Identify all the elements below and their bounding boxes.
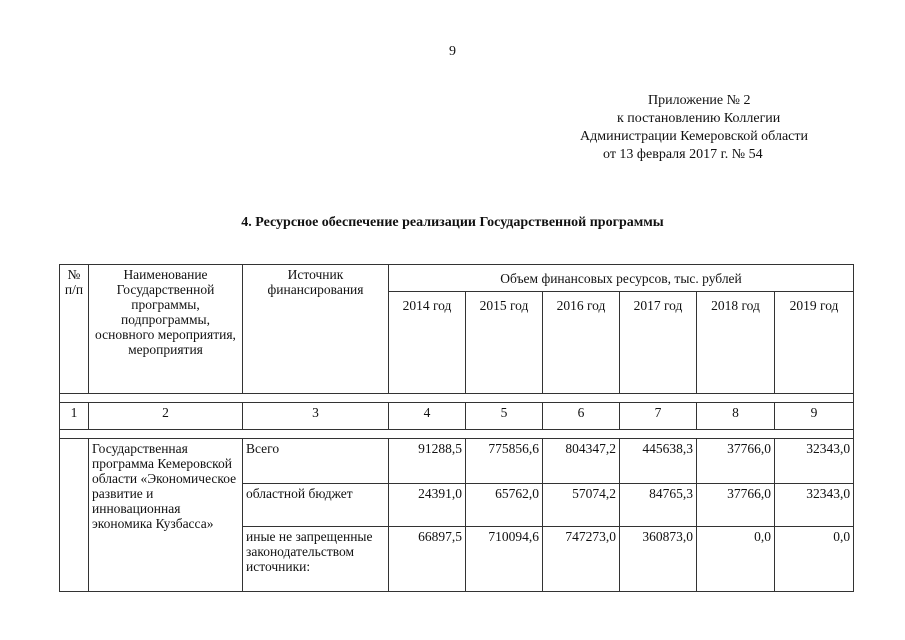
program-body <box>60 439 854 592</box>
funding-value: 57074,2 <box>543 484 620 527</box>
funding-value: 32343,0 <box>775 484 854 527</box>
funding-value: 66897,5 <box>389 527 466 592</box>
header-year: 2014 год <box>389 292 466 394</box>
header-year: 2018 год <box>697 292 775 394</box>
funding-value: 747273,0 <box>543 527 620 592</box>
appendix-block <box>560 92 850 164</box>
program-num <box>60 439 89 592</box>
header-row-1 <box>60 265 854 292</box>
appendix-line-3: Администрации Кемеровской области <box>580 129 808 144</box>
funding-value: 0,0 <box>775 527 854 592</box>
funding-source: Всего <box>243 439 389 484</box>
program-name: Государственная программа Кемеровской области «Экономическое развитие и инновационная экономика Кузбасса» <box>89 439 243 592</box>
funding-value: 24391,0 <box>389 484 466 527</box>
spacer-row <box>60 394 854 403</box>
funding-value: 65762,0 <box>466 484 543 527</box>
header-source: Источник финансирования <box>243 265 389 394</box>
funding-value: 37766,0 <box>697 439 775 484</box>
header-name: Наименование Государственной программы, подпрограммы, основного мероприятия, мероприятия <box>89 265 243 394</box>
column-number: 3 <box>243 403 389 430</box>
funding-value: 360873,0 <box>620 527 697 592</box>
header-year: 2019 год <box>775 292 854 394</box>
appendix-line-4: от 13 февраля 2017 г. № 54 <box>603 147 763 162</box>
funding-value: 804347,2 <box>543 439 620 484</box>
header-year: 2016 год <box>543 292 620 394</box>
header-year: 2015 год <box>466 292 543 394</box>
column-number: 8 <box>697 403 775 430</box>
header-volume: Объем финансовых ресурсов, тыс. рублей <box>389 265 854 292</box>
header-num: № п/п <box>60 265 89 394</box>
spacer-row <box>60 430 854 439</box>
appendix-line-1: Приложение № 2 <box>648 93 751 108</box>
funding-value: 0,0 <box>697 527 775 592</box>
resource-table <box>59 264 854 592</box>
funding-source: областной бюджет <box>243 484 389 527</box>
funding-value: 445638,3 <box>620 439 697 484</box>
column-number: 2 <box>89 403 243 430</box>
section-title: 4. Ресурсное обеспечение реализации Государственной программы <box>241 215 664 230</box>
page-number: 9 <box>449 44 456 59</box>
column-number: 9 <box>775 403 854 430</box>
column-number: 7 <box>620 403 697 430</box>
column-number: 5 <box>466 403 543 430</box>
funding-value: 91288,5 <box>389 439 466 484</box>
header-year: 2017 год <box>620 292 697 394</box>
column-number: 4 <box>389 403 466 430</box>
appendix-line-2: к постановлению Коллегии <box>617 111 781 126</box>
funding-value: 84765,3 <box>620 484 697 527</box>
funding-source: иные не запрещенные законодательством источники: <box>243 527 389 592</box>
column-number-row <box>60 403 854 430</box>
column-number: 6 <box>543 403 620 430</box>
column-number: 1 <box>60 403 89 430</box>
funding-value: 775856,6 <box>466 439 543 484</box>
funding-value: 710094,6 <box>466 527 543 592</box>
funding-value: 32343,0 <box>775 439 854 484</box>
funding-value: 37766,0 <box>697 484 775 527</box>
table-row <box>60 439 854 484</box>
